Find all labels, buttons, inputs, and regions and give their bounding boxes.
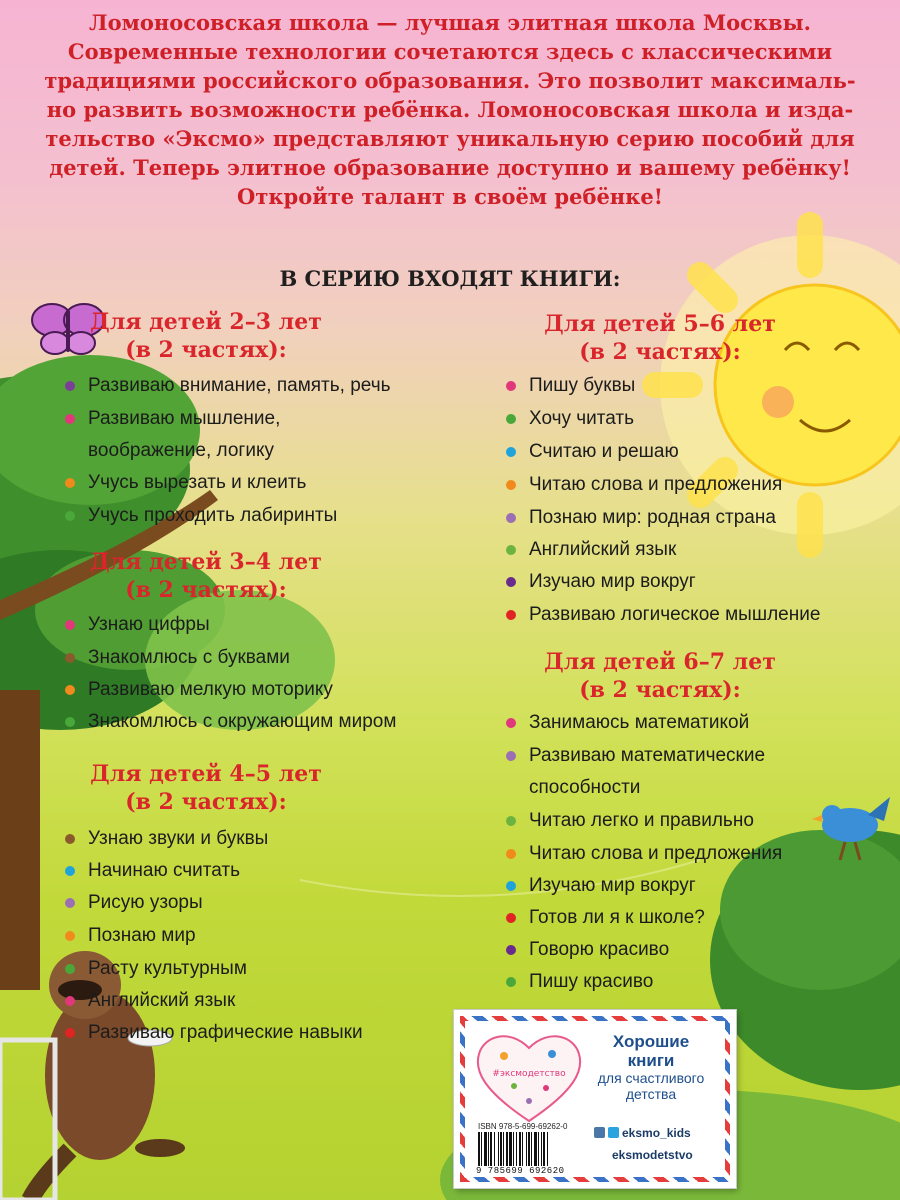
group-heading-age: Для детей 2–3 лет [90, 309, 322, 335]
slogan-line: книги [627, 1051, 675, 1070]
barcode-bar [526, 1132, 527, 1166]
book-item [88, 674, 333, 706]
barcode-bar [543, 1132, 545, 1166]
bullet-dot [506, 480, 516, 490]
bullet-dot [506, 414, 516, 424]
book-title: Познаю мир [88, 925, 196, 946]
group-heading-3-4 [56, 548, 356, 604]
heart-label: #эксмодетство [492, 1069, 566, 1079]
book-title: Читаю слова и предложения [529, 474, 783, 495]
intro-line: тельство «Эксмо» представляют уникальную серию пособий для [45, 126, 855, 151]
barcode-bar [547, 1132, 548, 1166]
bullet-dot [506, 751, 516, 761]
group-heading-parts: (в 2 частях): [579, 677, 741, 703]
group-heading-parts: (в 2 частях): [125, 789, 287, 815]
barcode-bar [506, 1132, 508, 1166]
bullet-dot [506, 545, 516, 555]
book-title: Хочу читать [529, 408, 635, 429]
barcode-bar [498, 1132, 499, 1166]
group-heading-parts: (в 2 частях): [579, 339, 741, 365]
group-heading-age: Для детей 6–7 лет [544, 649, 776, 675]
group-heading-2-3 [56, 308, 356, 364]
social-row-detstvo [612, 1148, 693, 1162]
book-item [88, 887, 203, 919]
bullet-dot [506, 816, 516, 826]
book-item [88, 920, 196, 952]
book-title: Развиваю мелкую моторику [88, 679, 333, 700]
slogan [584, 1032, 718, 1102]
slogan-line: для счастливого [597, 1070, 705, 1086]
barcode-bar [534, 1132, 537, 1166]
book-item [529, 403, 634, 435]
book-title: Готов ли я к школе? [529, 907, 705, 928]
slogan-line: детства [625, 1086, 677, 1102]
bullet-dot [65, 898, 75, 908]
book-item [529, 966, 653, 998]
book-item [529, 436, 679, 468]
book-title: Изучаю мир вокруг [529, 875, 696, 896]
barcode-bar [538, 1132, 539, 1166]
social-handle: eksmodetstvo [612, 1148, 693, 1162]
book-title: Развиваю математические способности [529, 745, 766, 798]
barcode-number: 9 785699 692620 [476, 1166, 565, 1176]
book-title: Знакомлюсь с окружающим миром [88, 711, 397, 732]
book-title: Пишу красиво [529, 971, 654, 992]
book-title: Расту культурным [88, 958, 247, 979]
barcode-bar [522, 1132, 523, 1166]
group-heading-4-5 [56, 760, 356, 816]
book-title: Развиваю логическое мышление [529, 604, 821, 625]
vk-icon [594, 1127, 605, 1138]
bullet-dot [65, 1028, 75, 1038]
barcode-bar [541, 1132, 542, 1166]
intro-line: Откройте талант в своём ребёнке! [237, 184, 663, 209]
book-item [88, 500, 337, 532]
intro-line: Ломоносовская школа — лучшая элитная школа Москвы. [89, 10, 811, 35]
book-title: Учусь вырезать и клеить [88, 472, 307, 493]
book-item [529, 370, 635, 402]
book-title: Говорю красиво [529, 939, 670, 960]
bullet-dot [65, 964, 75, 974]
book-item [529, 534, 676, 566]
group-heading-5-6 [510, 310, 810, 366]
book-item [88, 642, 290, 674]
book-title: Узнаю звуки и буквы [88, 828, 269, 849]
barcode-image [476, 1132, 588, 1166]
barcode-bar [513, 1132, 514, 1166]
book-item [88, 403, 398, 467]
bullet-dot [506, 913, 516, 923]
bullet-dot [506, 881, 516, 891]
book-title: Учусь проходить лабиринты [88, 505, 338, 526]
book-item [88, 609, 210, 641]
bullet-dot [506, 577, 516, 587]
barcode-bar [531, 1132, 532, 1166]
group-heading-parts: (в 2 частях): [125, 577, 287, 603]
bullet-dot [506, 381, 516, 391]
barcode-bar [481, 1132, 482, 1166]
bullet-dot [65, 931, 75, 941]
barcode-bar [500, 1132, 502, 1166]
barcode-bar [528, 1132, 530, 1166]
book-title: Развиваю внимание, память, речь [88, 375, 391, 396]
intro-line: традициями российского образования. Это позволит максималь- [44, 68, 856, 93]
book-title: Рисую узоры [88, 892, 203, 913]
barcode-bar [516, 1132, 517, 1166]
book-item [529, 838, 782, 870]
book-title: Развиваю графические навыки [88, 1022, 363, 1043]
social-handle: eksmo_kids [622, 1126, 691, 1140]
bullet-dot [506, 718, 516, 728]
group-heading-age: Для детей 4–5 лет [90, 761, 322, 787]
book-item [88, 370, 391, 402]
book-title: Знакомлюсь с буквами [88, 647, 290, 668]
bullet-dot [65, 381, 75, 391]
book-item [529, 740, 839, 804]
barcode-bar [484, 1132, 487, 1166]
book-item [88, 953, 247, 985]
book-title: Изучаю мир вокруг [529, 571, 696, 592]
group-heading-age: Для детей 3–4 лет [90, 549, 322, 575]
book-item [529, 566, 696, 598]
social-row-kids [594, 1126, 691, 1140]
intro-line: но развить возможности ребёнка. Ломоносовская школа и изда- [46, 97, 854, 122]
bullet-dot [506, 945, 516, 955]
book-item [529, 707, 749, 739]
bullet-dot [65, 717, 75, 727]
group-heading-age: Для детей 5–6 лет [544, 311, 776, 337]
book-item [88, 855, 240, 887]
barcode-bar [478, 1132, 480, 1166]
book-title: Читаю слова и предложения [529, 843, 783, 864]
intro-paragraph [30, 8, 870, 211]
barcode-bar [490, 1132, 492, 1166]
book-title: Начинаю считать [88, 860, 241, 881]
book-item [529, 902, 705, 934]
book-item [529, 502, 776, 534]
book-title: Узнаю цифры [88, 614, 210, 635]
book-title: Считаю и решаю [529, 441, 679, 462]
heart-logo-icon [474, 1026, 584, 1126]
group-heading-6-7 [510, 648, 810, 704]
bullet-dot [65, 653, 75, 663]
publisher-card [454, 1010, 736, 1188]
bullet-dot [65, 685, 75, 695]
bullet-dot [65, 511, 75, 521]
book-title: Пишу буквы [529, 375, 636, 396]
book-item [88, 1017, 363, 1049]
barcode-bar [503, 1132, 504, 1166]
book-title: Занимаюсь математикой [529, 712, 750, 733]
book-item [88, 985, 235, 1017]
book-item [529, 805, 754, 837]
barcode-bar [509, 1132, 512, 1166]
telegram-icon [608, 1127, 619, 1138]
bullet-dot [506, 513, 516, 523]
bullet-dot [65, 414, 75, 424]
book-title: Познаю мир: родная страна [529, 507, 776, 528]
book-item [529, 934, 669, 966]
barcode-bar [494, 1132, 495, 1166]
book-item [88, 706, 396, 738]
group-heading-parts: (в 2 частях): [125, 337, 287, 363]
isbn: ISBN 978-5-699-69262-0 [478, 1122, 568, 1131]
book-item [88, 467, 306, 499]
bullet-dot [506, 610, 516, 620]
intro-line: Современные технологии сочетаются здесь с классическими [67, 39, 833, 64]
book-item [529, 599, 820, 631]
bullet-dot [506, 849, 516, 859]
intro-line: детей. Теперь элитное образование доступно и вашему ребёнку! [49, 155, 851, 180]
bullet-dot [506, 447, 516, 457]
book-title: Английский язык [88, 990, 236, 1011]
book-title: Развиваю мышление, воображение, логику [88, 408, 281, 461]
series-title: В СЕРИЮ ВХОДЯТ КНИГИ: [279, 266, 621, 291]
book-item [529, 870, 696, 902]
book-item [529, 469, 782, 501]
bullet-dot [65, 478, 75, 488]
bullet-dot [506, 977, 516, 987]
book-item [88, 823, 268, 855]
book-title: Читаю легко и правильно [529, 810, 754, 831]
book-title: Английский язык [529, 539, 677, 560]
bullet-dot [65, 834, 75, 844]
bullet-dot [65, 996, 75, 1006]
bullet-dot [65, 866, 75, 876]
slogan-line: Хорошие [612, 1032, 690, 1051]
barcode-bar [519, 1132, 521, 1166]
barcode-bar [488, 1132, 489, 1166]
bullet-dot [65, 620, 75, 630]
